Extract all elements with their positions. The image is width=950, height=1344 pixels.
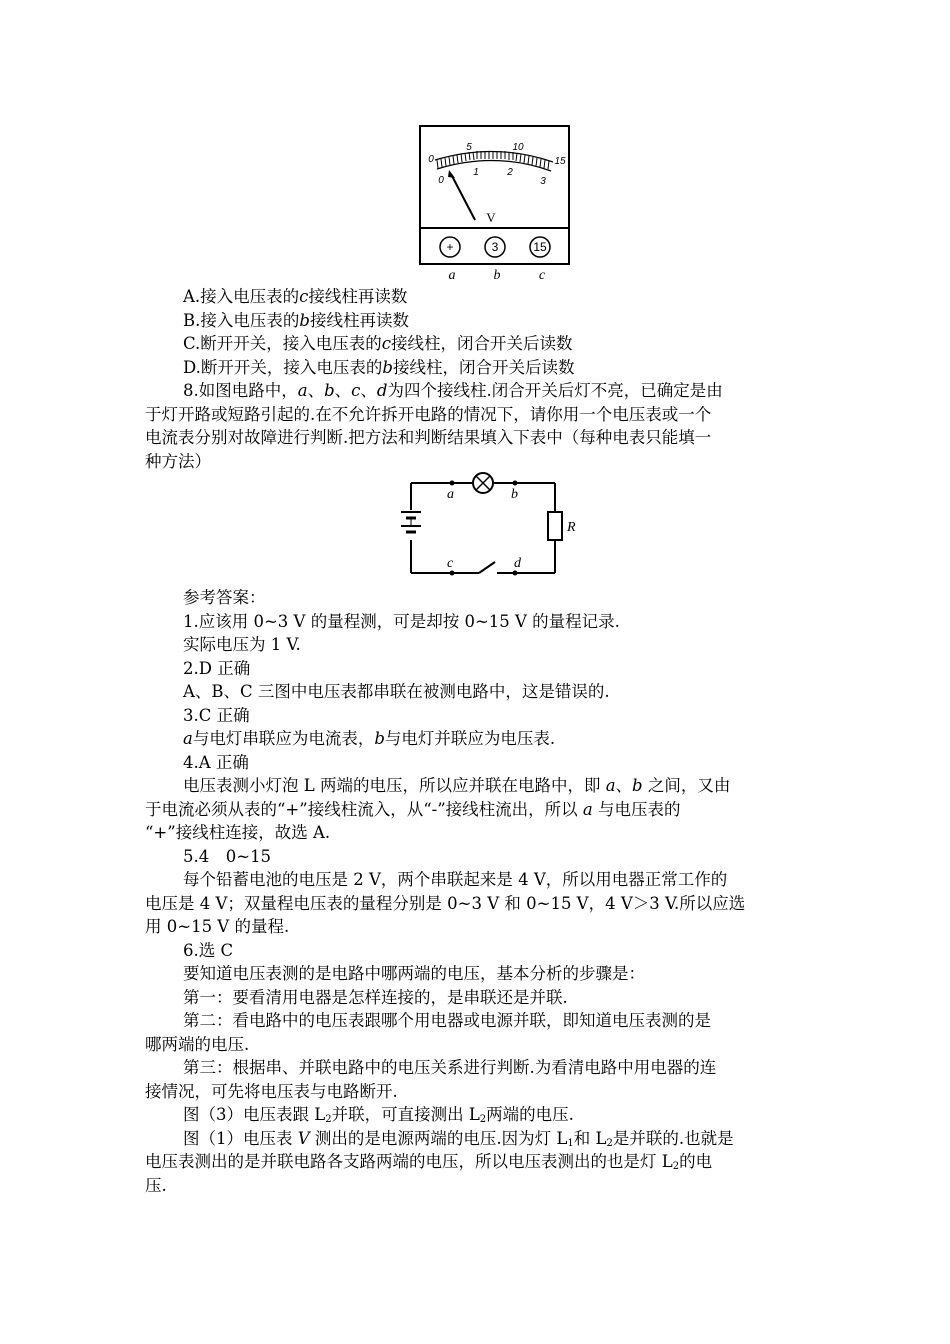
bottom-scale-1: 1 (473, 167, 479, 178)
circuit-label-c: c (447, 556, 454, 571)
terminal-label-c: c (538, 268, 546, 283)
top-scale-0: 0 (428, 154, 434, 165)
answer-2-line2: A、B、C 三图中电压表都串联在被测电路中，这是错误的. (183, 682, 610, 701)
terminal-15-text: 15 (533, 240, 547, 254)
answer-6-step2-l2: 哪两端的电压. (145, 1034, 250, 1054)
terminal-3-text: 3 (491, 240, 499, 254)
circuit-label-d: d (514, 556, 521, 571)
answers-heading: 参考答案： (183, 588, 266, 607)
circuit-label-b: b (511, 487, 518, 502)
terminal-label-a: a (448, 268, 456, 283)
answers-block (145, 586, 805, 1197)
top-scale-10: 10 (512, 142, 524, 153)
answer-6-figure1-l1: 图（1）电压表 V 测出的是电源两端的电压.因为灯 $L_1$和 $L_2$是并联的.也就是 (183, 1128, 734, 1149)
option-a: A.接入电压表的c接线柱再读数 (183, 287, 408, 306)
option-d: D.断开开关，接入电压表的b接线柱，闭合开关后读数 (183, 357, 575, 377)
answer-5-line1: 5.4 0~15 (183, 846, 272, 866)
answer-4-text-l2: 于电流必须从表的“+”接线柱流入，从“-”接线柱流出，所以 a 与电压表的 (145, 799, 681, 819)
question-8: 8.如图电路中，a、b、c、d为四个接线柱.闭合开关后灯不亮，已确定是由 (183, 381, 723, 400)
answer-4-text-l1: 电压表测小灯泡 L 两端的电压，所以应并联在电路中，即 a、b 之间，又由 (183, 776, 731, 795)
answer-6-step1: 第一：要看清用电器是怎样连接的，是串联还是并联. (183, 987, 568, 1007)
option-c: C.断开开关，接入电压表的c接线柱，闭合开关后读数 (183, 334, 573, 353)
bottom-scale-3: 3 (540, 176, 546, 187)
answer-6-step2-l1: 第二：看电路中的电压表跟哪个用电器或电源并联，即知道电压表测的是 (183, 1011, 711, 1030)
answer-2-line1: 2.D 正确 (183, 658, 251, 678)
answer-6-line2: 要知道电压表测的是电路中哪两端的电压，基本分析的步骤是： (183, 964, 645, 983)
answer-3-line2: a与电灯串联应为电流表，b与电灯并联应为电压表. (183, 729, 556, 748)
circuit-label-a: a (447, 487, 454, 502)
voltmeter-figure (415, 120, 575, 285)
options-block (145, 285, 805, 473)
top-scale-15: 15 (554, 156, 566, 167)
answer-6-figure1-l3: 压. (145, 1175, 167, 1195)
answer-6-step3-l2: 接情况，可先将电压表与电路断开. (145, 1081, 398, 1101)
terminal-label-b: b (493, 268, 501, 283)
answer-6-line1: 6.选 C (183, 940, 234, 960)
answer-5-text-l3: 用 0~15 V 的量程. (145, 917, 290, 936)
answer-6-figure1-l2: 电压表测出的是并联电路各支路两端的电压，所以电压表测出的也是灯 $L_2$的电 (145, 1152, 713, 1172)
answer-5-text-l2: 电压是 4 V；双量程电压表的量程分别是 0~3 V 和 0~15 V，4 V＞3 V.所以应选 (145, 893, 746, 913)
option-b: B.接入电压表的b接线柱再读数 (183, 310, 409, 330)
answer-1-line2: 实际电压为 1 V. (183, 635, 301, 654)
bottom-scale-0: 0 (438, 175, 444, 186)
circuit-label-r: R (567, 520, 576, 535)
unit-label: V (486, 210, 496, 225)
bottom-scale-2: 2 (507, 167, 513, 178)
answer-6-step3-l1: 第三：根据串、并联电路中的电压关系进行判断.为看清电路中用电器的连 (183, 1058, 717, 1077)
terminal-plus-text: + (446, 240, 454, 254)
answer-4-line1: 4.A 正确 (183, 752, 249, 772)
circuit-figure (395, 470, 595, 582)
answer-5-text-l1: 每个铅蓄电池的电压是 2 V，两个串联起来是 4 V，所以用电器正常工作的 (183, 870, 728, 889)
answer-1-line1: 1.应该用 0~3 V 的量程测，可是却按 0~15 V 的量程记录. (183, 611, 620, 631)
top-scale-5: 5 (466, 142, 472, 153)
answer-6-figure3: 图（3）电压表跟 $L_2$并联，可直接测出 $L_2$两端的电压. (183, 1105, 574, 1125)
answer-3-line1: 3.C 正确 (183, 705, 250, 725)
question-8-line2: 于灯开路或短路引起的.在不允许拆开电路的情况下，请你用一个电压表或一个 (145, 404, 712, 424)
answer-4-text-l3: “+”接线柱连接，故选 A. (145, 823, 331, 842)
question-8-line3: 电流表分别对故障进行判断.把方法和判断结果填入下表中（每种电表只能填一 (145, 428, 712, 447)
meter-needle (451, 174, 475, 220)
question-8-line4: 种方法） (145, 451, 211, 471)
